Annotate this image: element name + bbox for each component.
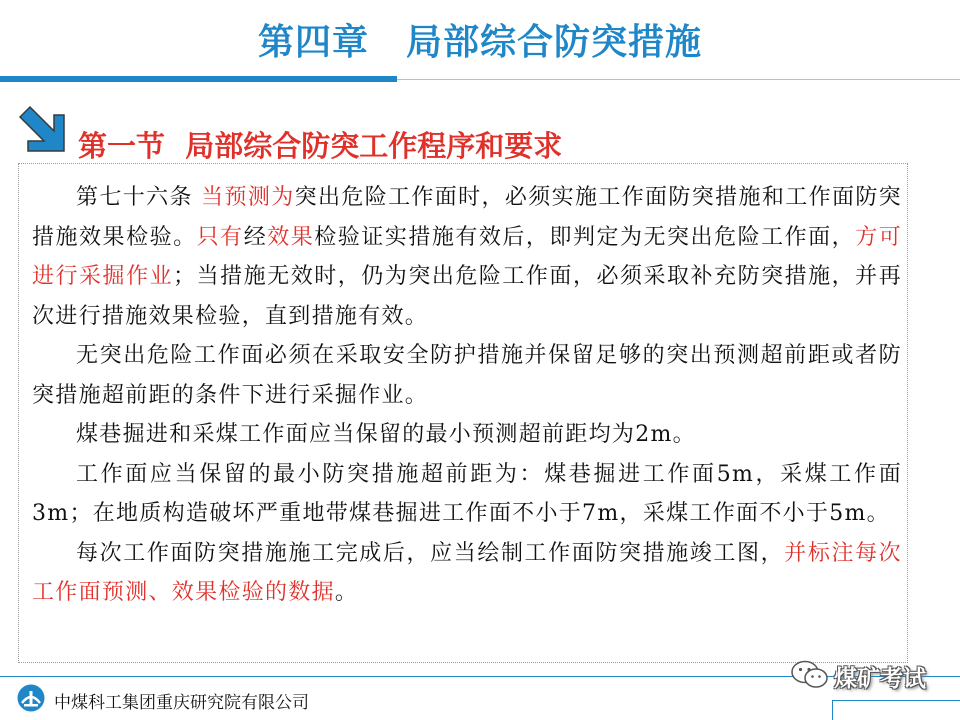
body-text: ；当措施无效时，仍为突出危险工作面，必须采取补充防突措施，并再次进行措施效果检验，直到措施有效。 — [32, 264, 902, 329]
watermark: 煤矿考试 — [834, 666, 926, 692]
body-text: 突出危险工作面时，必须实施工作面防突措施和工作面防突措施效果检验。 — [32, 185, 902, 250]
section-title: 第一节 局部综合防突工作程序和要求 — [78, 129, 563, 163]
article-number: 第七十六条 — [76, 185, 193, 210]
company-name: 中煤科工集团重庆研究院有限公司 — [54, 693, 309, 713]
highlight-text: 方可进行采掘作业 — [32, 224, 903, 289]
footer-corner-line — [832, 700, 960, 720]
paragraph-1 — [32, 178, 902, 336]
paragraph-5 — [32, 534, 902, 613]
paragraph-3: 煤巷掘进和采煤工作面应当保留的最小预测超前距均为2m。 — [76, 422, 696, 447]
highlight-text: 并标注每次工作面预测、效果检验的数据 — [32, 540, 902, 605]
body-text: 每次工作面防突措施施工完成后，应当绘制工作面防突措施竣工图， — [76, 540, 785, 566]
body-text: 检验证实措施有效后，即判定为无突出危险工作面， — [314, 224, 856, 250]
down-right-arrow-icon — [16, 103, 68, 155]
highlight-text: 当预测为 — [201, 185, 295, 210]
body-text: 。 — [334, 580, 359, 605]
highlight-text: 只有 — [196, 224, 244, 250]
body-text: 经 — [243, 224, 268, 250]
highlight-text: 效果 — [267, 224, 315, 250]
header-rule-thin — [397, 79, 960, 80]
wechat-icon — [790, 659, 830, 691]
paragraph-2: 无突出危险工作面必须在采取安全防护措施并保留足够的突出预测超前距或者防突措施超前距的条件下进行采掘作业。 — [32, 343, 902, 408]
chapter-title: 第四章 局部综合防突措施 — [257, 22, 702, 63]
company-logo-icon — [16, 683, 46, 713]
paragraph-4: 工作面应当保留的最小防突措施超前距为：煤巷掘进工作面5m，采煤工作面3m；在地质构造破坏严重地带煤巷掘进工作面不小于7m，采煤工作面不小于5m。 — [32, 461, 902, 526]
header-rule — [0, 76, 397, 82]
article-content — [32, 178, 902, 613]
